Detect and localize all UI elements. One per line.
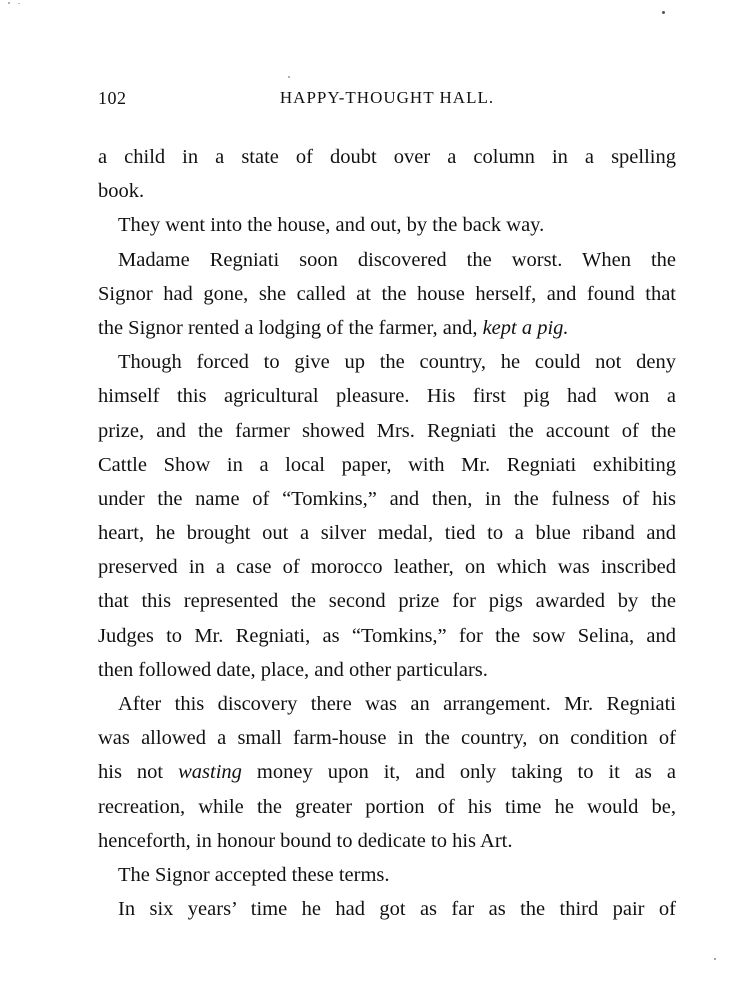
- text-line: [98, 311, 676, 345]
- text-line: a child in a state of doubt over a column in a spelling: [98, 146, 676, 168]
- page-number: 102: [98, 88, 127, 108]
- text-line: under the name of “Tomkins,” and then, in the fulness of his: [98, 487, 676, 510]
- text-line: Cattle Show in a local paper, with Mr. Regniati exhibiting: [98, 453, 676, 476]
- text-line: that this represented the second prize for pigs awarded by the: [98, 590, 676, 613]
- print-speck: [662, 11, 665, 14]
- text-line: [98, 755, 676, 789]
- text-line: book.: [98, 180, 145, 203]
- text-segment: his not: [98, 761, 179, 784]
- text-line: Madame Regniati soon discovered the worst. When the: [118, 248, 676, 271]
- text-line: recreation, while the greater portion of his time he would be,: [98, 795, 676, 818]
- text-line: After this discovery there was an arrangement. Mr. Regniati: [118, 693, 676, 715]
- text-line: Judges to Mr. Regniati, as “Tomkins,” for the sow Selina, and: [98, 624, 676, 647]
- text-line: The Signor accepted these terms.: [118, 863, 390, 886]
- text-segment: the Signor rented a lodging of the farmer, and,: [98, 316, 483, 339]
- text-line: then followed date, place, and other particulars.: [98, 658, 488, 681]
- print-speck: [18, 3, 20, 4]
- text-line: Signor had gone, she called at the house herself, and found that: [98, 282, 676, 305]
- text-line: They went into the house, and out, by the back way.: [118, 214, 545, 237]
- text-segment: money upon it, and only taking to it as a: [241, 761, 677, 784]
- italic-emphasis: kept a pig.: [482, 316, 569, 339]
- text-line: heart, he brought out a silver medal, tied to a blue riband and: [98, 522, 676, 545]
- text-line: preserved in a case of morocco leather, on which was inscribed: [98, 556, 676, 579]
- text-line: was allowed a small farm-house in the country, on condition of: [98, 727, 676, 750]
- print-speck: [288, 76, 290, 78]
- text-line: Though forced to give up the country, he could not deny: [118, 351, 676, 374]
- text-line: In six years’ time he had got as far as the third pair of: [118, 898, 676, 921]
- running-head: HAPPY-THOUGHT HALL.: [279, 88, 495, 107]
- text-line: himself this agricultural pleasure. His first pig had won a: [98, 385, 676, 408]
- body-text: [98, 140, 676, 926]
- print-speck: [8, 2, 10, 4]
- page-header: [98, 88, 676, 114]
- text-line: henceforth, in honour bound to dedicate to his Art.: [98, 829, 513, 852]
- italic-emphasis: wasting: [178, 761, 242, 784]
- print-speck: [714, 958, 716, 960]
- text-line: prize, and the farmer showed Mrs. Regniati the account of the: [98, 419, 676, 442]
